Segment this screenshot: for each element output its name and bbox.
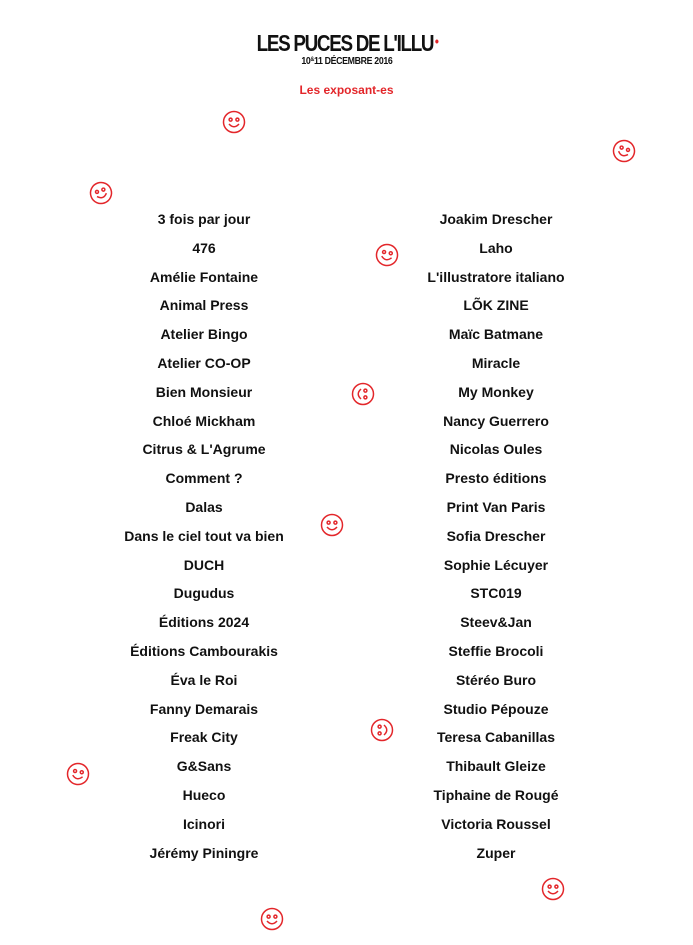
exhibitor-name: LÕK ZINE [463, 297, 529, 314]
exhibitor-name: Maïc Batmane [448, 326, 544, 343]
event-dates [42, 56, 652, 67]
exhibitor-name: Éditions 2024 [158, 614, 250, 631]
dates-rest: 11 DÉCEMBRE 2016 [313, 56, 393, 67]
exhibitor-name: Joakim Drescher [439, 211, 553, 227]
exhibitor-name: Nancy Guerrero [443, 412, 549, 429]
exhibitor-name: Citrus & L'Agrume [142, 441, 266, 458]
exhibitor-name: DUCH [183, 556, 225, 573]
exhibitor-name: Victoria Roussel [441, 815, 551, 832]
smiley-icon [373, 241, 401, 269]
section-subtitle: Les exposant-es [299, 83, 394, 97]
smiley-icon [370, 718, 394, 742]
exhibitor-name: Sofia Drescher [446, 527, 546, 544]
exhibitor-name: Print Van Paris [446, 498, 546, 515]
exhibitor-name: Comment ? [165, 470, 243, 487]
exhibitors-right-column [366, 210, 626, 872]
smiley-icon [541, 877, 565, 901]
exhibitor-name: Fanny Demarais [149, 700, 259, 717]
smiley-icon [260, 907, 284, 931]
dates-ampersand: & [310, 57, 314, 63]
title-text: LES PUCES DE L'ILLU [256, 30, 434, 56]
exhibitor-name: G&Sans [176, 758, 232, 775]
exhibitor-name: Sophie Lécuyer [443, 556, 549, 573]
exhibitor-name: Atelier CO-OP [157, 354, 251, 371]
smiley-icon [86, 178, 117, 209]
smiley-icon [222, 110, 246, 134]
smiley-icon [320, 513, 344, 537]
exhibitor-name: Stéréo Buro [455, 671, 537, 688]
exhibitor-name: My Monkey [458, 383, 534, 400]
exhibitor-name: Dugudus [173, 585, 235, 602]
page-title [63, 30, 631, 57]
exhibitor-name: Jérémy Piningre [149, 844, 259, 861]
dates-day1: 10 [301, 56, 311, 67]
exhibitor-name: Animal Press [159, 297, 249, 314]
exhibitor-name: Éditions Cambourakis [130, 642, 278, 659]
exhibitor-name: Dalas [185, 498, 223, 515]
exhibitor-name: Freak City [170, 729, 238, 746]
exhibitor-name: Miracle [471, 354, 521, 371]
exhibitor-name: Chloé Mickham [152, 412, 256, 429]
exhibitor-name: 3 fois par jour [157, 211, 251, 227]
exhibitor-name: Hueco [182, 786, 226, 803]
exhibitors-left-column [74, 210, 334, 872]
exhibitor-name: Zuper [476, 844, 516, 861]
exhibitor-name: Steev&Jan [460, 614, 532, 631]
smiley-icon [351, 382, 375, 406]
exhibitor-name: L'illustratore italiano [427, 268, 565, 285]
exhibitor-name: Presto éditions [445, 470, 547, 487]
exhibitor-name: Tiphaine de Rougé [433, 786, 559, 803]
exhibitor-name: Thibault Gleize [446, 758, 546, 775]
exhibitor-name: Laho [479, 239, 513, 256]
exhibitor-name: Bien Monsieur [155, 383, 253, 400]
exhibitor-name: Éva le Roi [170, 671, 238, 688]
exhibitor-name: Studio Pépouze [443, 700, 549, 717]
exhibitor-name: Dans le ciel tout va bien [124, 527, 284, 544]
exhibitor-name: 476 [192, 239, 216, 256]
exhibitor-name: Amélie Fontaine [149, 268, 259, 285]
exhibitor-name: Icinori [182, 815, 225, 832]
exhibitor-name: Teresa Cabanillas [436, 729, 556, 746]
title-dot: • [434, 33, 438, 49]
smiley-icon [64, 760, 92, 788]
exhibitor-name: STC019 [470, 585, 522, 602]
smiley-icon [609, 136, 640, 167]
exhibitor-name: Atelier Bingo [160, 326, 248, 343]
exhibitor-name: Steffie Brocoli [448, 642, 544, 659]
exhibitor-name: Nicolas Oules [449, 441, 543, 458]
